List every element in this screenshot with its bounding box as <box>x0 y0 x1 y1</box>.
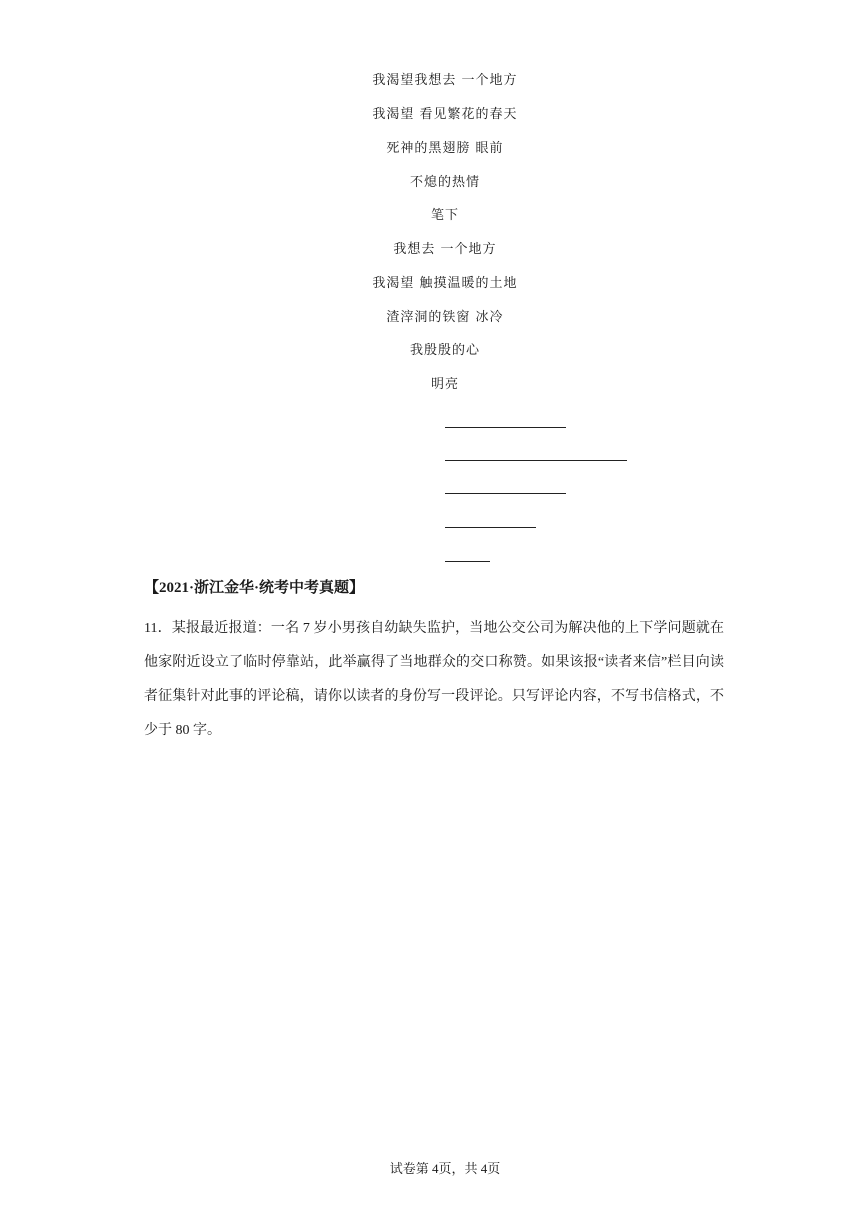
question-11 <box>144 612 724 748</box>
section-heading: 【2021·浙江金华·统考中考真题】 <box>144 580 365 596</box>
poem-line: 明亮 <box>430 377 459 392</box>
poem-line: 死神的黑翅膀 眼前 <box>386 141 504 156</box>
poem-line: 我渴望 看见繁花的春天 <box>372 107 518 122</box>
poem-line: 我想去 一个地方 <box>393 242 497 257</box>
poem-line: 我渴望我想去 一个地方 <box>372 73 518 88</box>
poem-line: 我殷殷的心 <box>409 343 480 358</box>
poem-line: 我渴望 触摸温暖的土地 <box>372 276 518 291</box>
poem-line: 不熄的热情 <box>409 175 480 190</box>
page-footer: 试卷第 4页，共 4页 <box>389 1161 501 1176</box>
poem-line: 渣滓洞的铁窗 冰冷 <box>386 310 504 325</box>
answer-blank[interactable] <box>445 561 490 562</box>
question-text: 某报最近报道：一名 7 岁小男孩自幼缺失监护，当地公交公司为解决他的上下学问题就在他家附近设立了临时停靠站，此举赢得了当地群众的交口称赞。如果该报“读者来信”栏目向读者征集针对此事的评论稿，请你以读者的身份写一段评论。只写评论内容，不写书信格式，不少于 80 字。 <box>144 621 725 738</box>
answer-blank[interactable] <box>445 427 566 428</box>
answer-blank[interactable] <box>445 493 566 494</box>
answer-blank[interactable] <box>445 527 536 528</box>
poem-line: 笔下 <box>430 208 459 223</box>
question-number: 11． <box>144 621 172 636</box>
answer-blank[interactable] <box>445 460 627 461</box>
